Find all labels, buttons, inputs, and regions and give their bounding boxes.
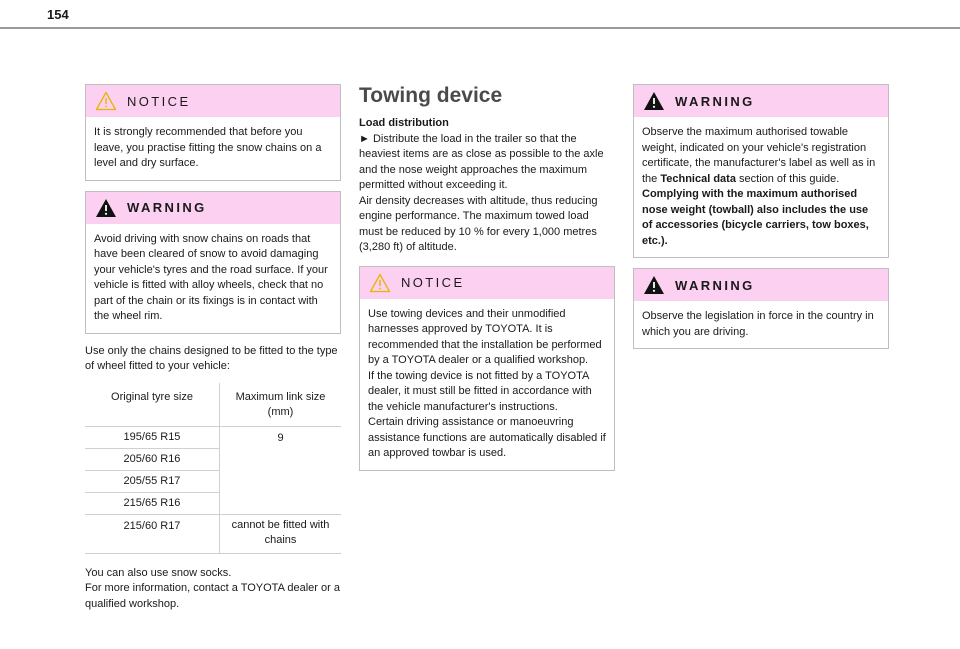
warning-triangle-icon — [95, 198, 117, 218]
tyre-size-cell: 195/65 R15 — [85, 426, 220, 448]
link-size-cell: 9 — [220, 426, 342, 514]
column-1 — [85, 84, 341, 612]
warning-bold-text: Complying with the maximum authorised nose weight (towball) also includes the use of accessories (bicycle carriers, tow boxes, etc.). — [642, 188, 869, 247]
warning-header — [86, 192, 340, 224]
notice-box-towing — [359, 266, 615, 471]
column-3 — [633, 84, 889, 359]
warning-body — [634, 117, 888, 257]
top-rule — [0, 27, 960, 29]
warning-text-part: section of this guide. — [735, 172, 840, 185]
section-title: Towing device — [359, 84, 503, 107]
warning-box-legislation — [633, 268, 889, 349]
warning-label: WARNING — [127, 200, 207, 215]
tyre-size-cell: 205/60 R16 — [85, 448, 220, 470]
notice-header — [86, 85, 340, 117]
warning-label: WARNING — [675, 93, 755, 109]
table-header-link-size: Maximum link size (mm) — [220, 383, 342, 426]
warning-text — [642, 125, 880, 187]
warning-header — [634, 269, 888, 301]
tyre-size-table — [85, 383, 341, 554]
load-distribution-heading: Load distribution — [359, 117, 449, 129]
notice-triangle-icon — [95, 91, 117, 111]
notice-text: Certain driving assistance or manoeuvring assistance functions are automatically disabled if an approved towbar is used. — [368, 416, 606, 459]
tyre-size-cell: 215/60 R17 — [85, 514, 220, 553]
warning-box-snow-chains — [85, 191, 341, 334]
load-distribution-bullet: ► Distribute the load in the trailer so that the heaviest items are as close as possible to the axle and the nose weight approaches the maximum permitted without exceeding it. — [359, 132, 604, 191]
altitude-text: Air density decreases with altitude, thus reducing engine performance. The maximum towed load must be reduced by 10 % for every 1,000 metres (3,280 ft) of altitude. — [359, 194, 598, 253]
snow-socks-text: You can also use snow socks. — [85, 566, 232, 579]
contact-dealer-text: For more information, contact a TOYOTA dealer or a qualified workshop. — [85, 582, 340, 610]
warning-box-towable-weight — [633, 84, 889, 258]
warning-label: WARNING — [675, 277, 755, 293]
table-row — [85, 426, 341, 448]
technical-data-ref: Technical data — [660, 172, 736, 185]
tyre-size-cell: 205/55 R17 — [85, 470, 220, 492]
link-size-cell: cannot be fitted with chains — [220, 514, 342, 553]
notice-body — [360, 299, 614, 470]
column-2 — [359, 84, 615, 481]
notice-text: If the towing device is not fitted by a TOYOTA dealer, it must still be fitted in accordance with the vehicle manufacturer's instructions. — [368, 369, 592, 413]
notice-label: NOTICE — [401, 275, 465, 290]
warning-text-part: Observe the maximum authorised towable weight, indicated on your vehicle's registration certificate, the manufacturer's label as well as in the — [642, 126, 876, 185]
notice-box-snow-chains — [85, 84, 341, 181]
notice-text: Use towing devices and their unmodified harnesses approved by TOYOTA. It is recommended that the installation be performed by a TOYOTA dealer or a qualified workshop. — [368, 307, 602, 366]
tyre-size-cell: 215/65 R16 — [85, 492, 220, 514]
table-row — [85, 514, 341, 553]
table-header-row — [85, 383, 341, 426]
warning-triangle-icon — [643, 91, 665, 111]
notice-label: NOTICE — [127, 93, 191, 109]
notice-header — [360, 267, 614, 299]
table-header-tyre-size: Original tyre size — [85, 383, 220, 426]
warning-header — [634, 85, 888, 117]
warning-text: Observe the legislation in force in the country in which you are driving. — [642, 310, 874, 338]
notice-text: It is strongly recommended that before you leave, you practise fitting the snow chains on a level and dry surface. — [94, 126, 322, 169]
notice-triangle-icon — [369, 273, 391, 293]
warning-triangle-icon — [643, 275, 665, 295]
page-number: 154 — [47, 7, 69, 22]
warning-text: Avoid driving with snow chains on roads that have been cleared of snow to avoid damaging your vehicle's tyres and the road surface. If your vehicle is fitted with alloy wheels, check that no part of the chain or its fixings is in contact with the wheel rim. — [94, 232, 328, 322]
chains-intro-text: Use only the chains designed to be fitted to the type of wheel fitted to your vehicle: — [85, 344, 338, 372]
